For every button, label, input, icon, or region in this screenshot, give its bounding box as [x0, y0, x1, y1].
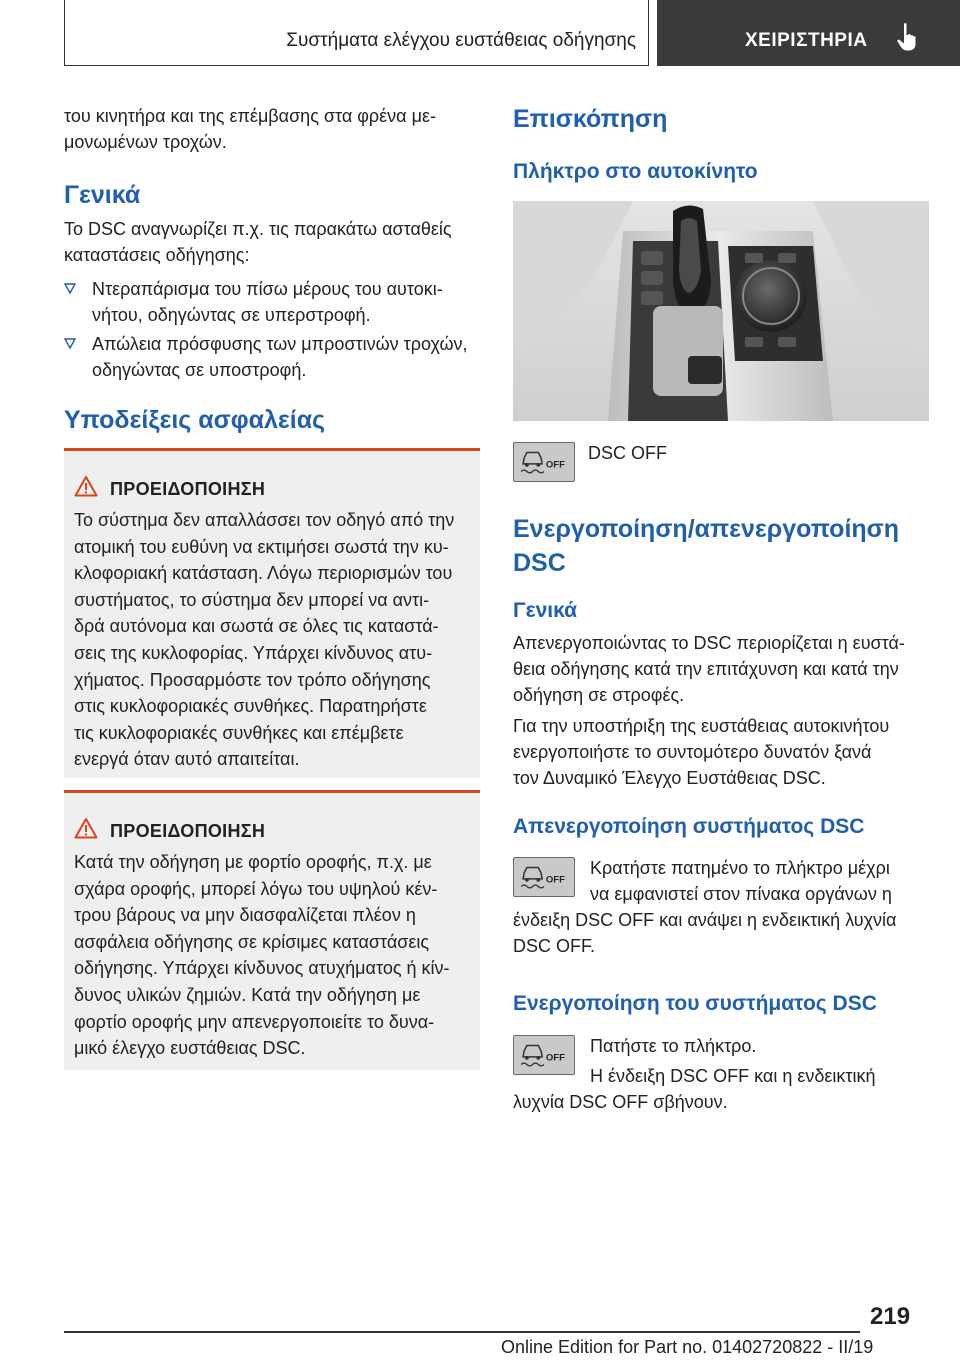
activate-heading: Ενεργοποίηση του συστήματος DSC — [513, 992, 877, 1015]
warning-title: ΠΡΟΕΙΔΟΠΟΙΗΣΗ — [110, 479, 266, 499]
warning-text: Κατά την οδήγηση με φορτίο οροφής, π.χ. με σχάρα οροφής, μπορεί λόγω του υψηλού κέν- τρου βάρους να μην διασφαλίζεται πλέον η ασφάλεια οδήγησης σε κρίσιμες καταστάσεις οδήγησης. Υπάρχει κίνδυνος ατυχήματος ή κίν- δυνος υλικών ζημιών. Κατά την οδήγηση με φορτίο οροφής μην απενεργοποιείτε το δυνα- μικό έλεγχο ευστάθειας DSC. — [74, 852, 450, 1059]
warning-box — [64, 790, 480, 1070]
bullet-item: Ντεραπάρισμα του πίσω μέρους του αυτοκι- νήτου, οδηγώντας σε υπερστροφή. — [64, 276, 443, 328]
footer-edition: Online Edition for Part no. 01402720822 - II/19 — [501, 1337, 874, 1357]
bullet-item: Απώλεια πρόσφυσης των μπροστινών τροχών, οδηγώντας σε υποστροφή. — [64, 331, 468, 383]
dsc-off-symbol — [514, 443, 574, 481]
general-subheading: Γενικά — [513, 599, 578, 622]
section-tab-label: ΧΕΙΡΙΣΤΗΡΙΑ — [745, 30, 868, 51]
deactivate-heading: Απενεργοποίηση συστήματος DSC — [513, 815, 865, 838]
triangle-bullet-icon — [64, 283, 76, 295]
activate-text-2b: λυχνία DSC OFF σβήνουν. — [513, 1092, 728, 1112]
triangle-bullet-icon — [64, 338, 76, 350]
button-heading: Πλήκτρο στο αυτοκίνητο — [513, 160, 758, 183]
section-tab[interactable] — [657, 0, 960, 66]
dsc-off-button-icon — [513, 442, 575, 482]
dsc-off-symbol — [514, 1036, 574, 1074]
dsc-off-button-icon — [513, 857, 575, 897]
activation-heading: Ενεργοποίηση/απενεργοποίηση DSC — [513, 515, 900, 577]
dsc-off-label: DSC OFF — [588, 443, 667, 463]
warning-text: Το σύστημα δεν απαλλάσσει τον οδηγό από την ατομική του ευθύνη να εκτιμήσει σωστά την κυ- κλοφοριακή κατάσταση. Λόγω περιορισμών του συστήματος, το σύστημα δεν μπορεί να αντι- δρά αυτόνομα και σωστά σε όλες τις καταστά- σεις της κυκλοφορίας. Υπάρχει κίνδυνος ατυ- χήματος. Προσαρμόστε τον τρόπο οδήγησης στις κυκλοφοριακές συνθήκες. Παρατηρήστε τις κυκλοφοριακές συνθήκες και επέμβετε ενεργά όταν αυτό απαιτείται. — [74, 510, 455, 770]
general-paragraph-2: Για την υποστήριξη της ευστάθειας αυτοκινήτου ενεργοποιήστε το συντομότερο δυνατόν ξανά τον Δυναμικό Έλεγχο Ευστάθειας DSC. — [513, 716, 890, 788]
dsc-off-symbol — [514, 858, 574, 896]
general-paragraph-1: Απενεργοποιώντας το DSC περιορίζεται η ευστά- θεια οδήγησης κατά την επιτάχυνση και κατά την οδήγηση σε στροφές. — [513, 633, 905, 705]
activate-text-2a: Η ένδειξη DSC OFF και η ενδεικτική — [590, 1066, 876, 1086]
dsc-icon-text: OFF — [545, 1052, 565, 1064]
dsc-off-button-icon — [513, 1035, 575, 1075]
center-console-photo — [513, 201, 929, 421]
deactivate-text-indented: Κρατήστε πατημένο το πλήκτρο μέχρι να εμφανιστεί στον πίνακα οργάνων η — [590, 858, 892, 904]
chapter-title: Συστήματα ελέγχου ευστάθειας οδήγησης — [286, 30, 636, 51]
safety-heading: Υποδείξεις ασφαλείας — [64, 406, 326, 434]
header-frame — [64, 0, 649, 66]
intro-paragraph: του κινητήρα και της επέμβασης στα φρένα με- μονωμένων τροχών. — [64, 106, 436, 152]
warning-triangle-icon — [74, 817, 98, 839]
deactivate-text: ένδειξη DSC OFF και ανάψει η ενδεικτική λυχνία DSC OFF. — [513, 910, 897, 956]
general-paragraph: Το DSC αναγνωρίζει π.χ. τις παρακάτω ασταθείς καταστάσεις οδήγησης: — [64, 219, 452, 265]
general-heading: Γενικά — [64, 181, 141, 209]
warning-triangle-icon — [74, 475, 98, 497]
footer-divider — [64, 1331, 860, 1333]
warning-box — [64, 448, 480, 778]
dsc-icon-text: OFF — [545, 459, 565, 471]
dsc-icon-text: OFF — [545, 874, 565, 886]
activate-text-1: Πατήστε το πλήκτρο. — [590, 1036, 757, 1056]
page-number: 219 — [870, 1303, 911, 1330]
overview-heading: Επισκόπηση — [513, 105, 668, 133]
pointing-hand-icon — [895, 22, 919, 52]
warning-title: ΠΡΟΕΙΔΟΠΟΙΗΣΗ — [110, 821, 266, 841]
